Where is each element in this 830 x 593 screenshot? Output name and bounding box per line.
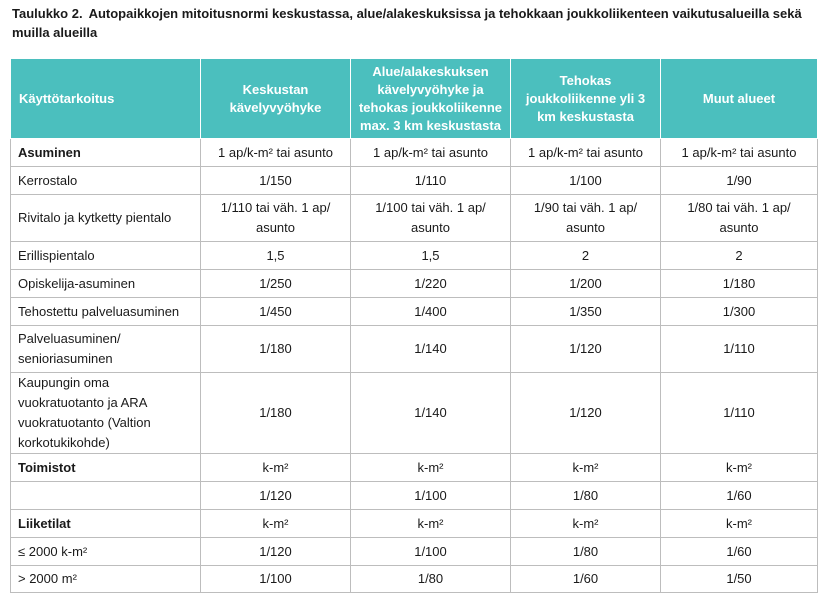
row-label: Liiketilat bbox=[11, 510, 201, 538]
table-cell: 1 ap/k-m² tai asunto bbox=[351, 139, 511, 167]
table-cell: 1/110 bbox=[661, 326, 818, 373]
table-cell: 1,5 bbox=[201, 242, 351, 270]
table-cell: 1/120 bbox=[201, 538, 351, 566]
table-cell: 1 ap/k-m² tai asunto bbox=[661, 139, 818, 167]
table-cell: 1/110 bbox=[661, 373, 818, 454]
table-cell: 1/100 bbox=[351, 482, 511, 510]
row-label: Erillispientalo bbox=[11, 242, 201, 270]
row-label: Kerrostalo bbox=[11, 167, 201, 195]
table-cell: 1/80 bbox=[351, 566, 511, 593]
table-cell: 1/80 bbox=[511, 482, 661, 510]
table-cell: 1/400 bbox=[351, 298, 511, 326]
table-cell: 1/50 bbox=[661, 566, 818, 593]
table-cell: 1/120 bbox=[511, 326, 661, 373]
table-cell: 1/250 bbox=[201, 270, 351, 298]
table-cell: k-m² bbox=[511, 510, 661, 538]
row-label: > 2000 m² bbox=[11, 566, 201, 593]
table-cell: 1/180 bbox=[661, 270, 818, 298]
table-row bbox=[11, 566, 818, 593]
caption-text: Autopaikkojen mitoitusnormi keskustassa, alue/alakeskuksissa ja tehokkaan joukkoliikenteen vaikutusalueilla sekä muilla alueilla bbox=[12, 6, 802, 40]
row-label: Opiskelija-asuminen bbox=[11, 270, 201, 298]
table-cell: 1/140 bbox=[351, 373, 511, 454]
table-cell: 1/80 bbox=[511, 538, 661, 566]
table-cell: 1/100 tai väh. 1 ap/ asunto bbox=[351, 195, 511, 242]
table-cell: k-m² bbox=[351, 510, 511, 538]
table-cell: 1/140 bbox=[351, 326, 511, 373]
row-label bbox=[11, 482, 201, 510]
table-cell: 1/60 bbox=[661, 538, 818, 566]
table-cell: k-m² bbox=[351, 454, 511, 482]
table-cell: 1 ap/k-m² tai asunto bbox=[511, 139, 661, 167]
table-cell: k-m² bbox=[661, 454, 818, 482]
row-label: Kaupungin oma vuokratuotanto ja ARA vuokratuotanto (Valtion korkotukikohde) bbox=[11, 373, 201, 454]
table-cell: 1/120 bbox=[511, 373, 661, 454]
column-header-use: Käyttötarkoitus bbox=[11, 59, 201, 139]
table-cell: 1/90 tai väh. 1 ap/ asunto bbox=[511, 195, 661, 242]
table-cell: 1/100 bbox=[351, 538, 511, 566]
table-row bbox=[11, 510, 818, 538]
table-cell: 1/90 bbox=[661, 167, 818, 195]
table-row bbox=[11, 326, 818, 373]
column-header-other: Muut alueet bbox=[661, 59, 818, 139]
table-cell: 1,5 bbox=[351, 242, 511, 270]
table-row bbox=[11, 242, 818, 270]
table-cell: 1/100 bbox=[511, 167, 661, 195]
column-header-center: Keskustan kävelyvyöhyke bbox=[201, 59, 351, 139]
table-cell: 1/100 bbox=[201, 566, 351, 593]
table-cell: k-m² bbox=[201, 510, 351, 538]
table-cell: 1 ap/k-m² tai asunto bbox=[201, 139, 351, 167]
row-label: Toimistot bbox=[11, 454, 201, 482]
table-cell: 1/180 bbox=[201, 373, 351, 454]
table-cell: 1/350 bbox=[511, 298, 661, 326]
table-cell: 1/450 bbox=[201, 298, 351, 326]
table-cell: 1/150 bbox=[201, 167, 351, 195]
table-row bbox=[11, 139, 818, 167]
table-row bbox=[11, 195, 818, 242]
table-cell: 1/220 bbox=[351, 270, 511, 298]
table-row bbox=[11, 373, 818, 454]
table-cell: 2 bbox=[511, 242, 661, 270]
caption-number: Taulukko 2. bbox=[12, 6, 83, 21]
table-caption bbox=[12, 4, 822, 42]
row-label: ≤ 2000 k-m² bbox=[11, 538, 201, 566]
column-header-subcenter: Alue/alakeskuksen kävelyvyöhyke ja tehokas joukkoliikenne max. 3 km keskustasta bbox=[351, 59, 511, 139]
table-row bbox=[11, 538, 818, 566]
table-cell: 1/60 bbox=[511, 566, 661, 593]
table-cell: 1/80 tai väh. 1 ap/ asunto bbox=[661, 195, 818, 242]
table-header-row bbox=[11, 59, 818, 139]
table-cell: 1/110 bbox=[351, 167, 511, 195]
row-label: Rivitalo ja kytketty pientalo bbox=[11, 195, 201, 242]
row-label: Asuminen bbox=[11, 139, 201, 167]
table-cell: k-m² bbox=[511, 454, 661, 482]
table-cell: 1/200 bbox=[511, 270, 661, 298]
table-cell: 1/60 bbox=[661, 482, 818, 510]
row-label: Palveluasuminen/ senioriasuminen bbox=[11, 326, 201, 373]
table-row bbox=[11, 298, 818, 326]
table-cell: 1/180 bbox=[201, 326, 351, 373]
table-cell: 1/110 tai väh. 1 ap/ asunto bbox=[201, 195, 351, 242]
parking-norm-table bbox=[10, 58, 818, 593]
table-cell: 2 bbox=[661, 242, 818, 270]
table-row bbox=[11, 482, 818, 510]
table-cell: 1/120 bbox=[201, 482, 351, 510]
table-cell: k-m² bbox=[201, 454, 351, 482]
table-row bbox=[11, 454, 818, 482]
column-header-transit: Tehokas joukkoliikenne yli 3 km keskustasta bbox=[511, 59, 661, 139]
table-cell: 1/300 bbox=[661, 298, 818, 326]
table-row bbox=[11, 270, 818, 298]
row-label: Tehostettu palveluasuminen bbox=[11, 298, 201, 326]
table-row bbox=[11, 167, 818, 195]
table-cell: k-m² bbox=[661, 510, 818, 538]
